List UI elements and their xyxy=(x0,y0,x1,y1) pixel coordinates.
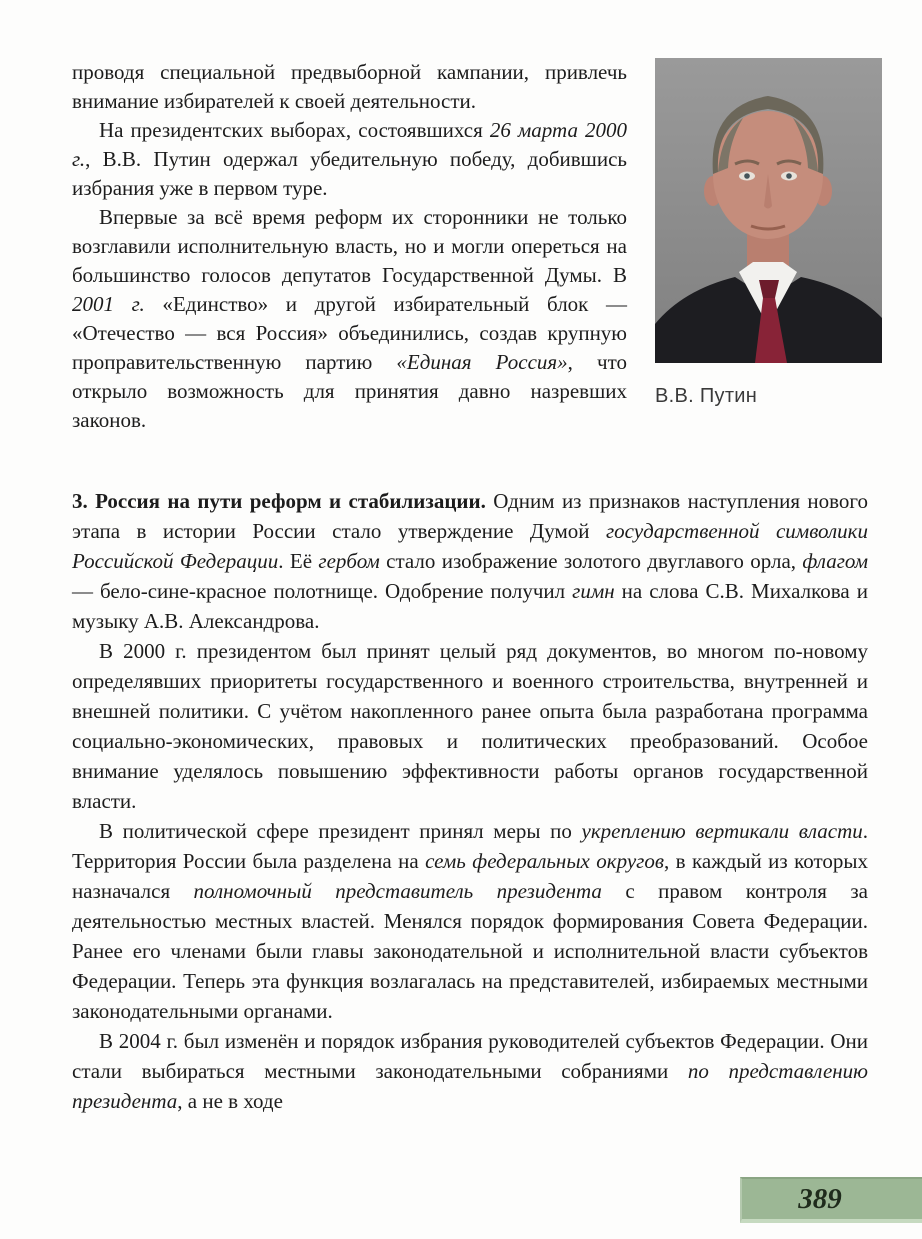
text-run: укреплению вертикали власти xyxy=(581,819,863,843)
text-run: «Единство» и другой избирательный блок — «Отечество — вся Россия» объединились, создав крупную проправительственную партию xyxy=(72,292,627,374)
text-run: гимн xyxy=(572,579,615,603)
text-run: полномочный представитель президента xyxy=(193,879,602,903)
text-run: . Территория России была разделена на xyxy=(72,819,868,873)
photo-caption: В.В. Путин xyxy=(655,385,758,407)
page-number: 389 xyxy=(798,1182,842,1215)
text-run: — бело-сине-красное полотнище. Одобрение получил xyxy=(72,579,573,603)
main-text xyxy=(72,486,868,1116)
text-run: на слова С.В. Михалкова и музыку А.В. Александрова. xyxy=(72,579,868,633)
text-run: , что открыло возможность для принятия давно назревших законов. xyxy=(72,350,627,432)
text-run: Впервые за всё время реформ их сторонники не только возглавили исполнительную власть, но и могли опереться на большинство голосов депутатов Государственной Думы. В xyxy=(72,205,627,287)
text-run: , В.В. Путин одержал убедительную победу, добившись избрания уже в первом туре. xyxy=(72,147,627,200)
text-run: , в каждый из которых назначался xyxy=(72,849,868,903)
paragraph xyxy=(72,816,868,1026)
text-run: с правом контроля за деятельностью местных властей. Менялся порядок формирования Совета Федерации. Ранее его членами были главы законодательной и исполнительной власти субъектов Федерации. Теперь эта функция возлагалась на представителей, избираемых местными законодательными органами. xyxy=(72,879,868,1023)
text-run: семь федеральных округов xyxy=(425,849,664,873)
text-run: Одним из признаков наступления нового этапа в истории России стало утверждение Думой xyxy=(72,489,869,543)
text-run: стало изображение золотого двуглавого орла, xyxy=(379,549,803,573)
text-run: . Её xyxy=(278,549,319,573)
text-run: В политической сфере президент принял меры по xyxy=(99,819,582,843)
text-run: На президентских выборах, состоявшихся xyxy=(99,118,490,142)
paragraph xyxy=(72,203,627,435)
paragraph xyxy=(72,486,868,636)
text-run: 26 марта 2000 г. xyxy=(72,118,627,171)
putin-photo-figure xyxy=(655,58,882,408)
paragraph xyxy=(72,58,627,116)
paragraph xyxy=(72,116,627,203)
text-column xyxy=(72,58,627,435)
paragraph xyxy=(72,1026,868,1116)
text-run: 2001 г. xyxy=(72,292,145,316)
text-run: «Единая Россия» xyxy=(396,350,568,374)
text-run: , а не в ходе xyxy=(177,1089,283,1113)
text-run: 3. Россия на пути реформ и стабилизации. xyxy=(72,489,486,513)
portrait-illustration xyxy=(655,58,882,363)
paragraph xyxy=(72,636,868,816)
text-run: В 2004 г. был изменён и порядок избрания руководителей субъектов Федерации. Они стали выбираться местными законодательными собраниями xyxy=(72,1029,868,1083)
text-run: по представлению президента xyxy=(72,1059,868,1113)
top-section xyxy=(72,58,882,455)
page-number-box xyxy=(740,1177,922,1223)
text-run: гербом xyxy=(318,549,380,573)
text-run: проводя специальной предвыборной кампании, привлечь внимание избирателей к своей деятельности. xyxy=(72,60,627,113)
text-run: В 2000 г. президентом был принят целый ряд документов, во многом по-новому определявших приоритеты государственного и военного строительства, внутренней и внешней политики. С учётом накопленного ранее опыта была разработана программа социально-экономических, правовых и политических преобразований. Особое внимание уделялось повышению эффективности работы органов государственной власти. xyxy=(72,639,868,813)
putin-portrait-photo xyxy=(655,58,882,363)
text-run: флагом xyxy=(802,549,868,573)
page-content xyxy=(72,58,882,1116)
text-run: государственной символики Российской Федерации xyxy=(72,519,868,573)
